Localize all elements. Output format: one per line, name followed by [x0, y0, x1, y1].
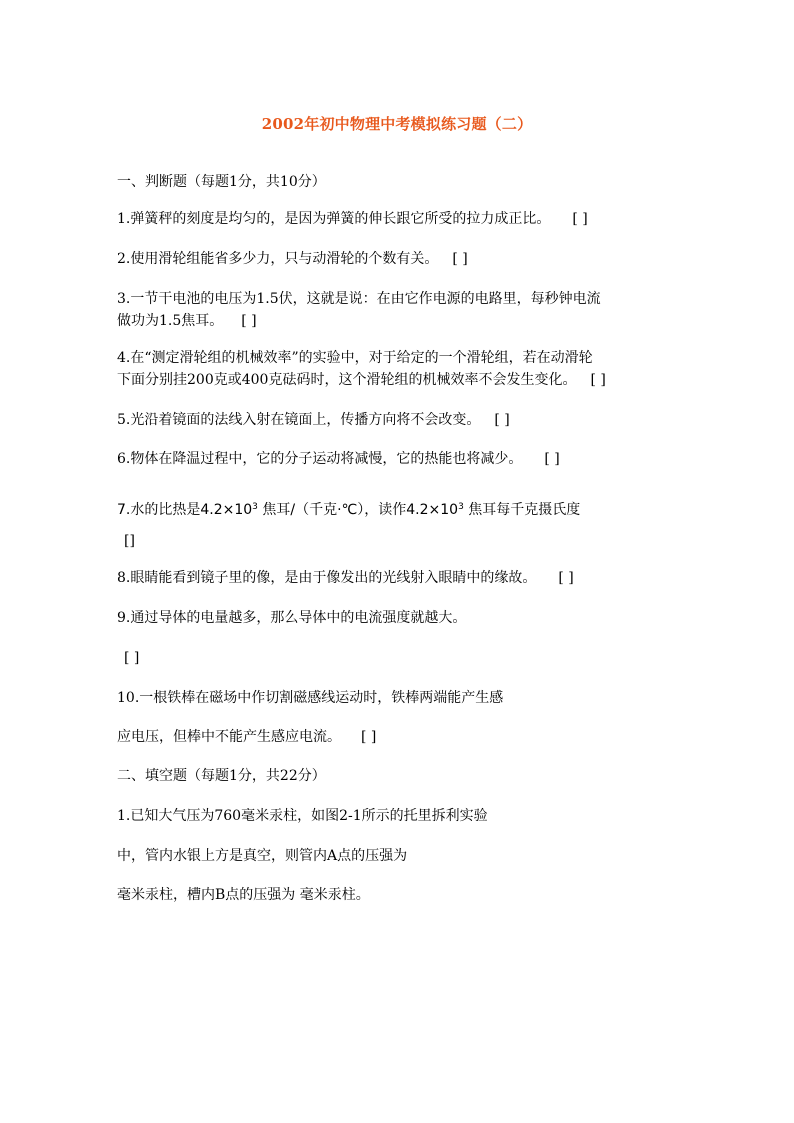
- question-6: [117, 448, 687, 470]
- superscript: 3: [458, 502, 464, 512]
- question-9: 9.通过导体的电量越多，那么导体中的电流强度就越大。: [117, 610, 467, 626]
- question-4-line-2: [117, 369, 687, 391]
- question-text: 下面分别挂200克或400克砝码时，这个滑轮组的机械效率不会发生变化。: [117, 372, 577, 388]
- question-text: 应电压，但棒中不能产生感应电流。: [117, 729, 341, 745]
- question-text: 做功为1.5焦耳。: [117, 313, 224, 329]
- question-2: [117, 248, 687, 270]
- question-text: 6.物体在降温过程中，它的分子运动将减慢，它的热能也将减少。: [117, 451, 523, 467]
- question-10-line-2: [117, 726, 687, 748]
- question-7-line-1: [117, 499, 687, 521]
- answer-bracket: [ ]: [494, 412, 510, 428]
- section-heading-fill-in: 二、填空题（每题1分，共22分）: [117, 768, 326, 784]
- question-text: 焦耳每千克摄氏度: [463, 502, 581, 518]
- question-text: 8.眼睛能看到镜子里的像，是由于像发出的光线射入眼睛中的缘故。: [117, 570, 537, 586]
- question-text: 1.弹簧秤的刻度是均匀的，是因为弹簧的伸长跟它所受的拉力成正比。: [117, 211, 551, 227]
- question-1: [117, 208, 687, 230]
- question-4-line-1: 4.在“测定滑轮组的机械效率”的实验中，对于给定的一个滑轮组，若在动滑轮: [117, 350, 593, 366]
- answer-bracket: [ ]: [241, 313, 257, 329]
- section-heading-judgement: 一、判断题（每题1分，共10分）: [117, 174, 326, 190]
- question-9-bracket: [ ]: [124, 650, 140, 666]
- question-7-bracket: []: [124, 533, 135, 549]
- answer-bracket: [ ]: [544, 451, 560, 467]
- question-5: [117, 409, 687, 431]
- question-8: [117, 567, 687, 589]
- answer-bracket: [ ]: [590, 372, 606, 388]
- question-3-line-1: 3.一节干电池的电压为1.5伏，这就是说：在由它作电源的电路里，每秒钟电流: [117, 291, 601, 307]
- question-text: 5.光沿着镜面的法线入射在镜面上，传播方向将不会改变。: [117, 412, 481, 428]
- answer-bracket: [ ]: [361, 729, 377, 745]
- fill-question-1-line-1: 1.已知大气压为760毫米汞柱，如图2-1所示的托里拆利实验: [117, 808, 488, 824]
- question-text: 2.使用滑轮组能省多少力，只与动滑轮的个数有关。: [117, 251, 439, 267]
- answer-bracket: [ ]: [558, 570, 574, 586]
- question-10-line-1: 10.一根铁棒在磁场中作切割磁感线运动时，铁棒两端能产生感: [117, 690, 504, 706]
- question-3-line-2: [117, 310, 687, 332]
- question-text: 7.水的比热是4.2×10: [117, 502, 253, 518]
- answer-bracket: [ ]: [452, 251, 468, 267]
- superscript: 3: [252, 502, 258, 512]
- answer-bracket: [ ]: [572, 211, 588, 227]
- fill-question-1-line-3: 毫米汞柱，槽内B点的压强为 毫米汞柱。: [117, 887, 370, 903]
- question-text: 焦耳/（千克·℃），读作4.2×10: [257, 502, 459, 518]
- page-title: 2002年初中物理中考模拟练习题（二）: [261, 115, 533, 133]
- fill-question-1-line-2: 中，管内水银上方是真空，则管内A点的压强为: [117, 848, 408, 864]
